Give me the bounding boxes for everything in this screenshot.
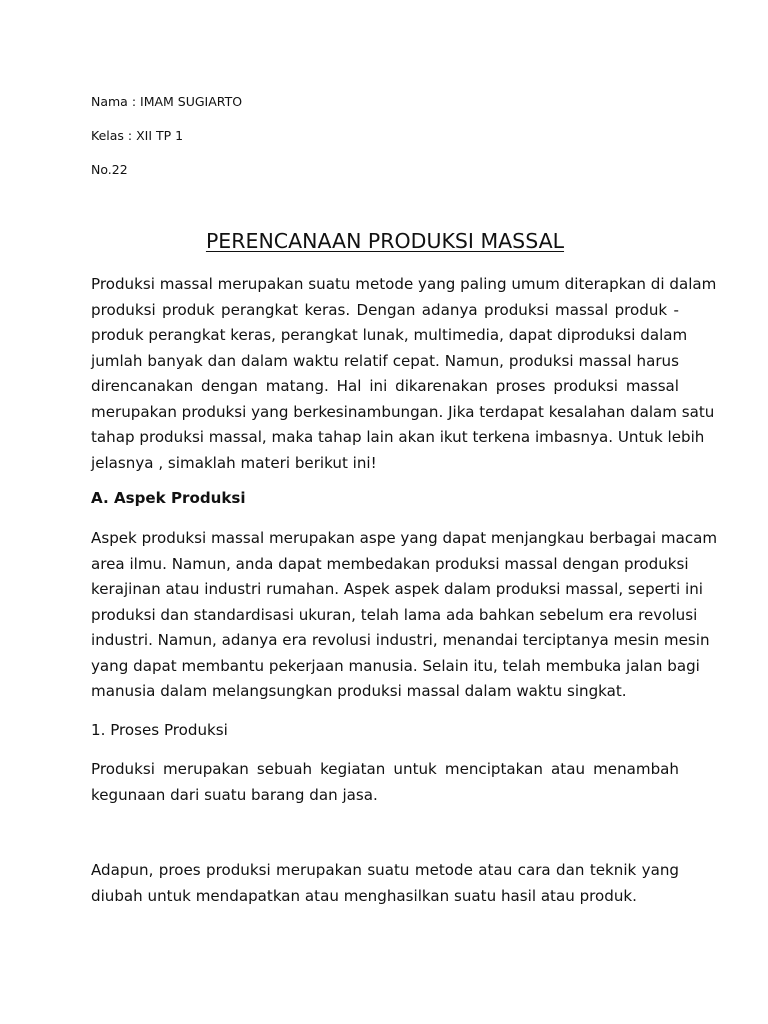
- section-a-line: yang dapat membantu pekerjaan manusia. Selain itu, telah membuka jalan bagi: [91, 656, 700, 675]
- section-a-line: produksi dan standardisasi ukuran, telah lama ada bahkan sebelum era revolusi: [91, 605, 698, 624]
- subsection-1-line: kegunaan dari suatu barang dan jasa.: [91, 785, 378, 804]
- intro-line: jumlah banyak dan dalam waktu relatif cepat. Namun, produksi massal harus: [91, 351, 679, 370]
- intro-line: produk perangkat keras, perangkat lunak, multimedia, dapat diproduksi dalam: [91, 326, 688, 344]
- document-title: PERENCANAAN PRODUKSI MASSAL: [205, 229, 565, 253]
- section-a-line: manusia dalam melangsungkan produksi massal dalam waktu singkat.: [91, 682, 627, 700]
- intro-line: produksi produk perangkat keras. Dengan adanya produksi massal produk -: [91, 300, 679, 319]
- subsection-1-line: Produksi merupakan sebuah kegiatan untuk menciptakan atau menambah: [91, 760, 679, 778]
- section-a-heading: A. Aspek Produksi: [91, 489, 246, 507]
- subsection-1-paragraph: [91, 757, 679, 808]
- student-number: No.22: [91, 162, 128, 177]
- student-name: Nama : IMAM SUGIARTO: [91, 94, 243, 109]
- section-a-line: industri. Namun, adanya era revolusi industri, menandai terciptanya mesin mesin: [91, 631, 710, 649]
- intro-line: merupakan produksi yang berkesinambungan. Jika terdapat kesalahan dalam satu: [91, 402, 715, 421]
- intro-line: jelasnya , simaklah materi berikut ini!: [91, 453, 377, 472]
- adapun-paragraph: [91, 858, 679, 909]
- student-class: Kelas : XII TP 1: [91, 128, 184, 143]
- intro-line: Produksi massal merupakan suatu metode yang paling umum diterapkan di dalam: [91, 275, 717, 293]
- adapun-line: Adapun, proes produksi merupakan suatu metode atau cara dan teknik yang: [91, 861, 679, 879]
- intro-line: tahap produksi massal, maka tahap lain akan ikut terkena imbasnya. Untuk lebih: [91, 428, 705, 446]
- section-a-line: Aspek produksi massal merupakan aspe yang dapat menjangkau berbagai macam: [91, 529, 718, 547]
- adapun-line: diubah untuk mendapatkan atau menghasilkan suatu hasil atau produk.: [91, 886, 637, 905]
- subsection-1-heading: 1. Proses Produksi: [91, 721, 228, 739]
- intro-line: direncanakan dengan matang. Hal ini dikarenakan proses produksi massal: [91, 377, 679, 395]
- section-a-paragraph: [91, 526, 718, 705]
- section-a-line: area ilmu. Namun, anda dapat membedakan produksi massal dengan produksi: [91, 554, 689, 573]
- intro-paragraph: [91, 272, 717, 476]
- section-a-line: kerajinan atau industri rumahan. Aspek aspek dalam produksi massal, seperti ini: [91, 580, 704, 598]
